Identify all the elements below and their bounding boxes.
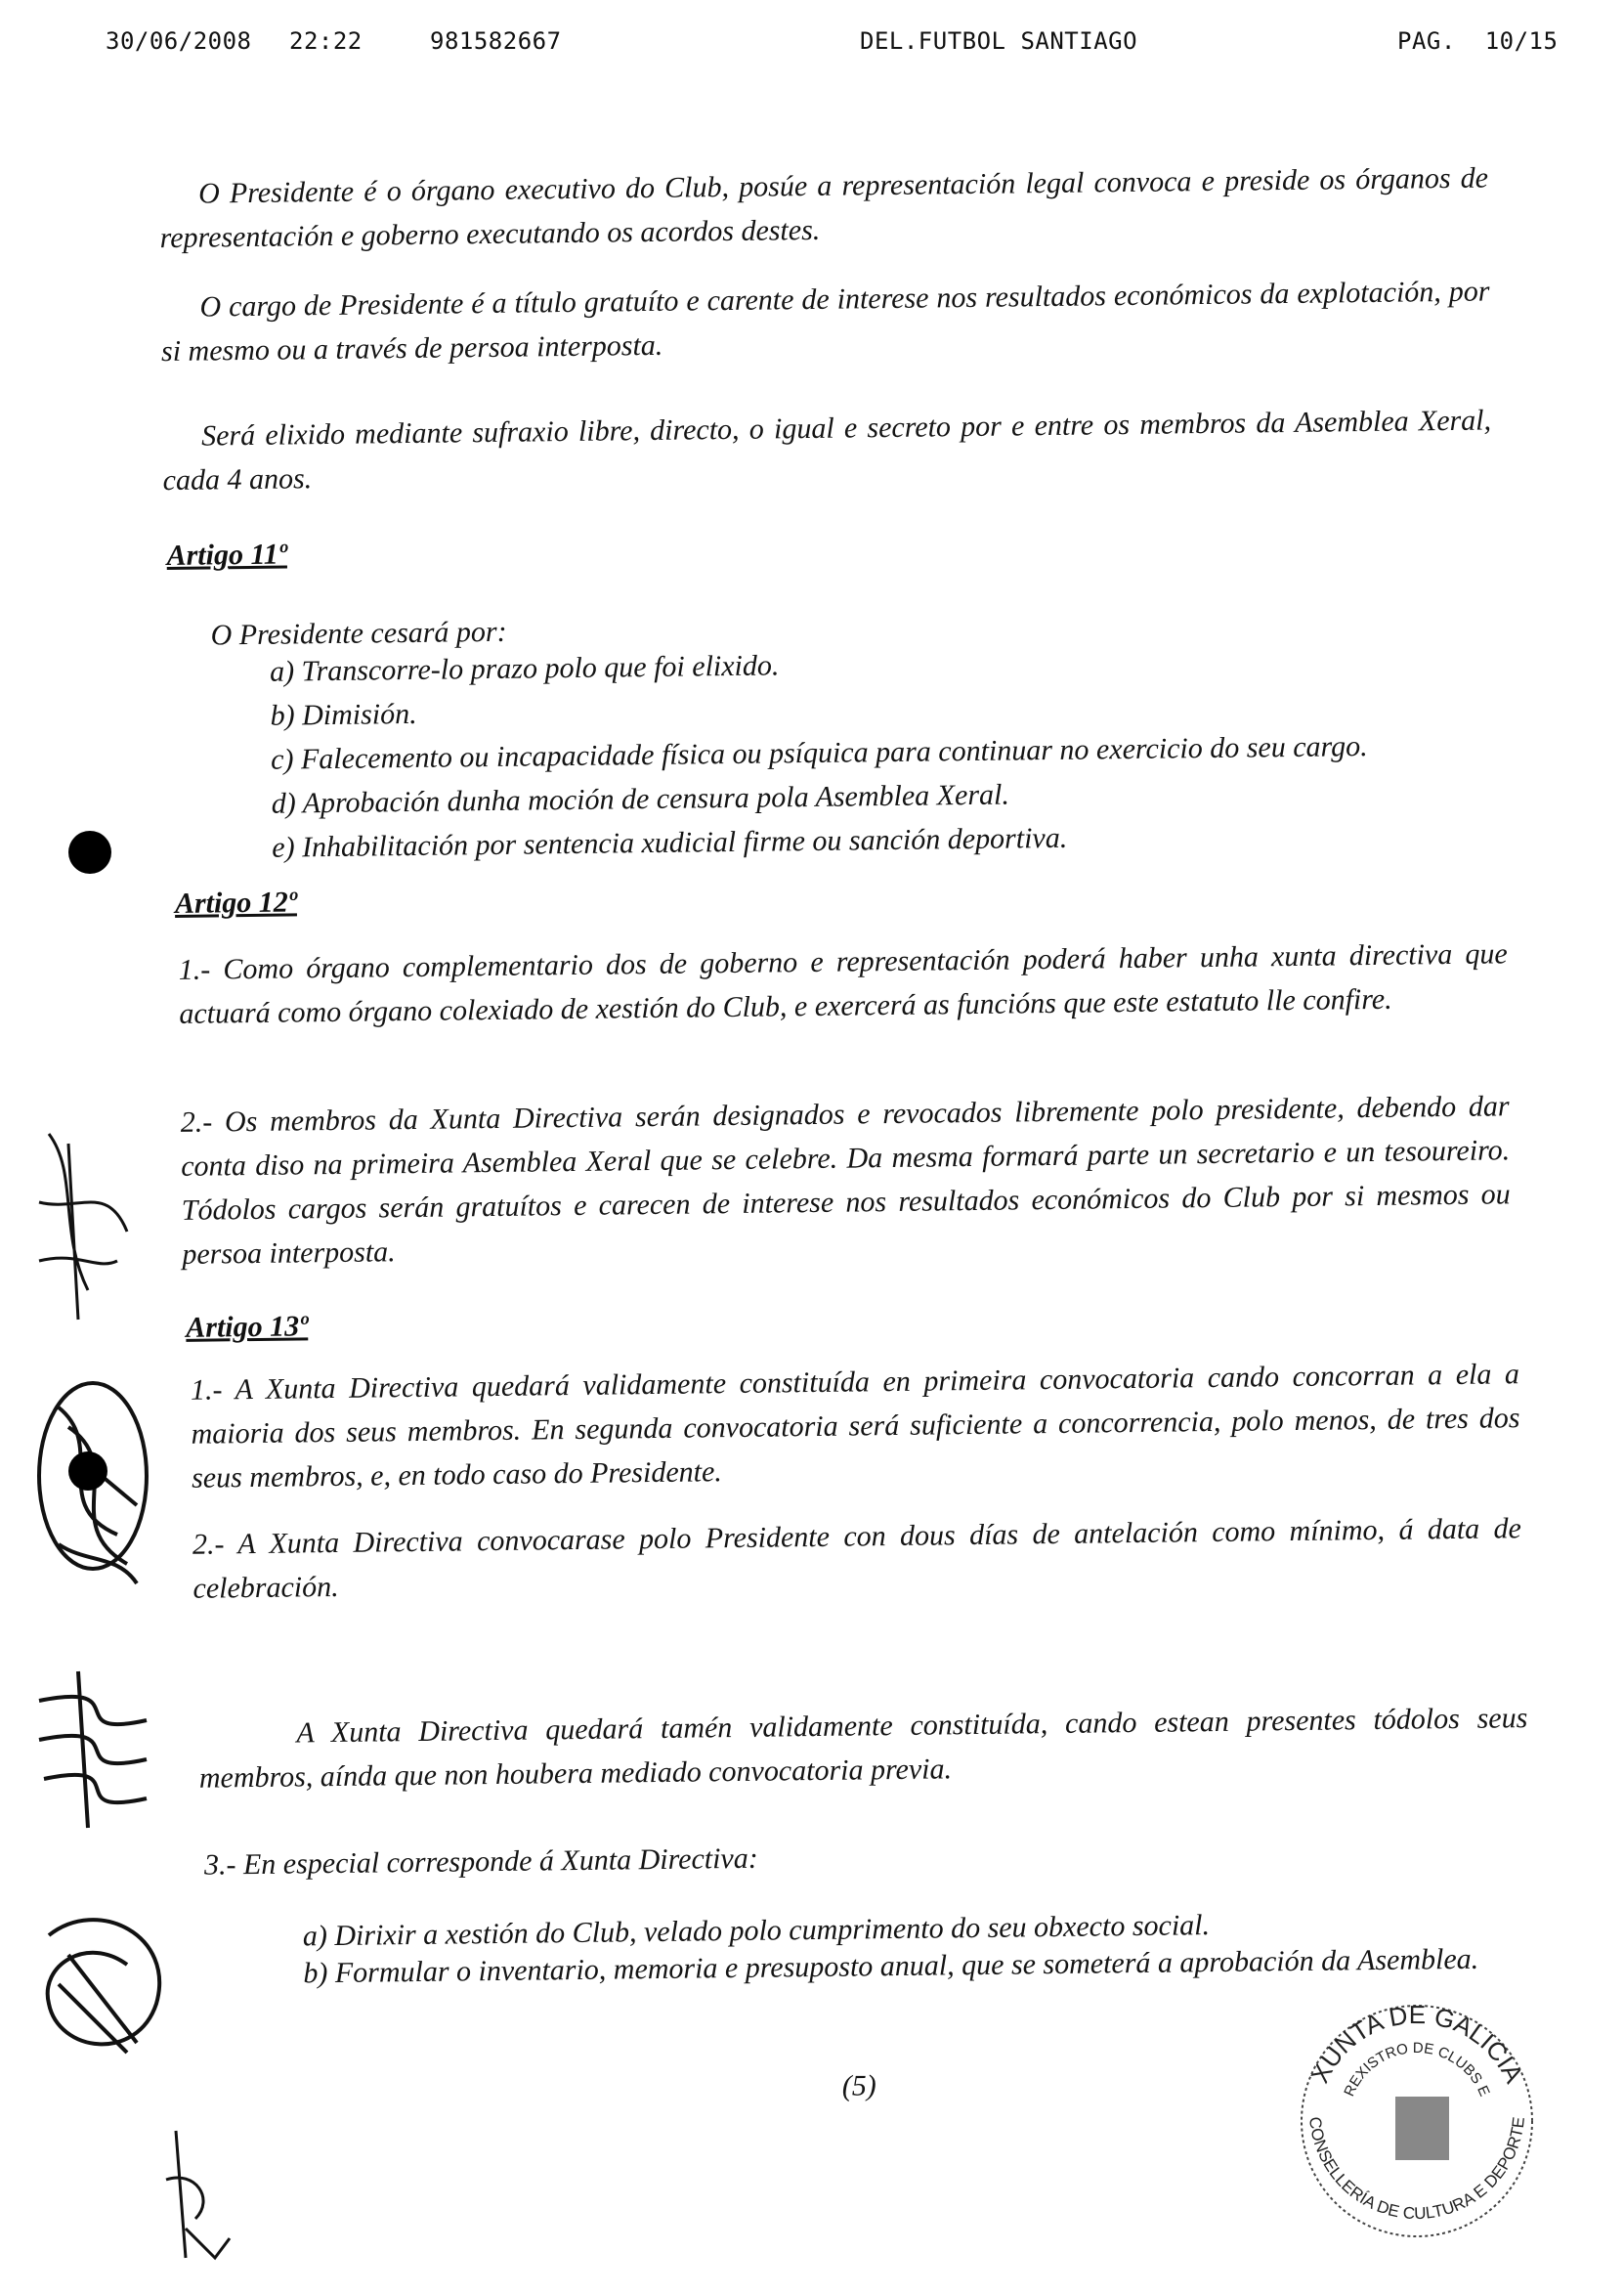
artigo-13-item-b: b) Formular o inventario, memoria e presuposto anual, que se someterá a aprobación da Asemblea. (303, 1942, 1479, 1990)
fax-page: PAG. 10/15 (1397, 27, 1559, 55)
official-stamp (1280, 1994, 1554, 2248)
fax-sender: DEL.FUTBOL SANTIAGO (860, 27, 1138, 55)
signature-5 (156, 2121, 244, 2268)
list-item: c) Falecemento ou incapacidade física ou psíquica para continuar no exercicio do seu cargo. (270, 730, 1368, 776)
fax-time: 22:22 (289, 27, 363, 55)
artigo-12-paragraph-2: 2.- Os membros da Xunta Directiva serán designados e revocados libremente polo presidente, debendo dar conta diso na primeira Asemblea Xeral que se celebre. Da mesma formará parte un secretario e un tesoureiro. Tódolos cargos serán gratuítos e carecen de interese nos resultados económicos do Club por si mesmos ou persoa interposta. (180, 1090, 1511, 1271)
signature-1 (20, 1114, 156, 1329)
signature-2 (20, 1368, 166, 1623)
intro-paragraph-3: Será elixido mediante sufraxio libre, directo, o igual e secreto por e entre os membros da Asemblea Xeral, cada 4 anos. (162, 404, 1492, 498)
list-item: a) Transcorre-lo prazo polo que foi elixido. (269, 649, 780, 688)
artigo-12-paragraph-1: 1.- Como órgano complementario dos de goberno e representación poderá haber unha xunta directiva que actuará como órgano colexiado de xestión do Club, e exercerá as funcións que este estatuto lle confire. (178, 937, 1508, 1030)
artigo-13-paragraph-1: 1.- A Xunta Directiva quedará validamente constituída en primeira convocatoria cando concorran a ela a maioria dos seus membros. En segunda convocatoria será suficiente a concorrencia, polo menos, de tres dos seus membros, e, en todo caso do Presidente. (190, 1358, 1520, 1494)
page-number: (5) (841, 2069, 876, 2102)
artigo-13-paragraph-2: 2.- A Xunta Directiva convocarase polo Presidente con dous días de antelación como mínimo, á data de celebración. (192, 1512, 1522, 1605)
svg-text:REXISTRO DE CLUBS E: REXISTRO DE CLUBS E (1341, 2039, 1493, 2100)
list-item: b) Dimisión. (270, 697, 417, 732)
fax-phone: 981582667 (430, 27, 562, 55)
artigo-13-item-a: a) Dirixir a xestión do Club, velado polo cumprimento do seu obxecto social. (302, 1909, 1211, 1953)
signature-3 (20, 1662, 166, 1838)
signature-4 (20, 1896, 186, 2072)
artigo-11-list (270, 634, 1543, 870)
svg-text:CONSELLERÍA DE CULTURA E DEPOR: CONSELLERÍA DE CULTURA E DEPORTE (1305, 2115, 1528, 2224)
intro-paragraph-2: O cargo de Presidente é a título gratuíto e carente de interese nos resultados económicos da explotación, por si mesmo ou a través de persoa interposta. (160, 275, 1490, 368)
artigo-13-heading: Artigo 13º (186, 1310, 309, 1344)
artigo-11-intro: O Presidente cesará por: (210, 615, 507, 652)
list-item: d) Aprobación dunha moción de censura pola Asemblea Xeral. (271, 778, 1010, 820)
fax-date: 30/06/2008 (106, 27, 252, 55)
svg-text:XUNTA DE GALICIA: XUNTA DE GALICIA (1304, 1999, 1529, 2088)
artigo-13-paragraph-4: 3.- En especial corresponde á Xunta Directiva: (203, 1841, 758, 1882)
artigo-13-paragraph-3: A Xunta Directiva quedará tamén validamente constituída, cando estean presentes tódolos seus membros, aínda que non houbera mediado convocatoria previa. (198, 1702, 1528, 1795)
list-item: e) Inhabilitación por sentencia xudicial firme ou sanción deportiva. (272, 821, 1068, 864)
intro-paragraph-1: O Presidente é o órgano executivo do Club, posúe a representación legal convoca e preside os órganos de representación e goberno executando os acordos destes. (159, 161, 1489, 255)
punch-hole (68, 831, 111, 874)
artigo-12-heading: Artigo 12º (174, 886, 298, 920)
artigo-11-heading: Artigo 11º (166, 538, 288, 573)
